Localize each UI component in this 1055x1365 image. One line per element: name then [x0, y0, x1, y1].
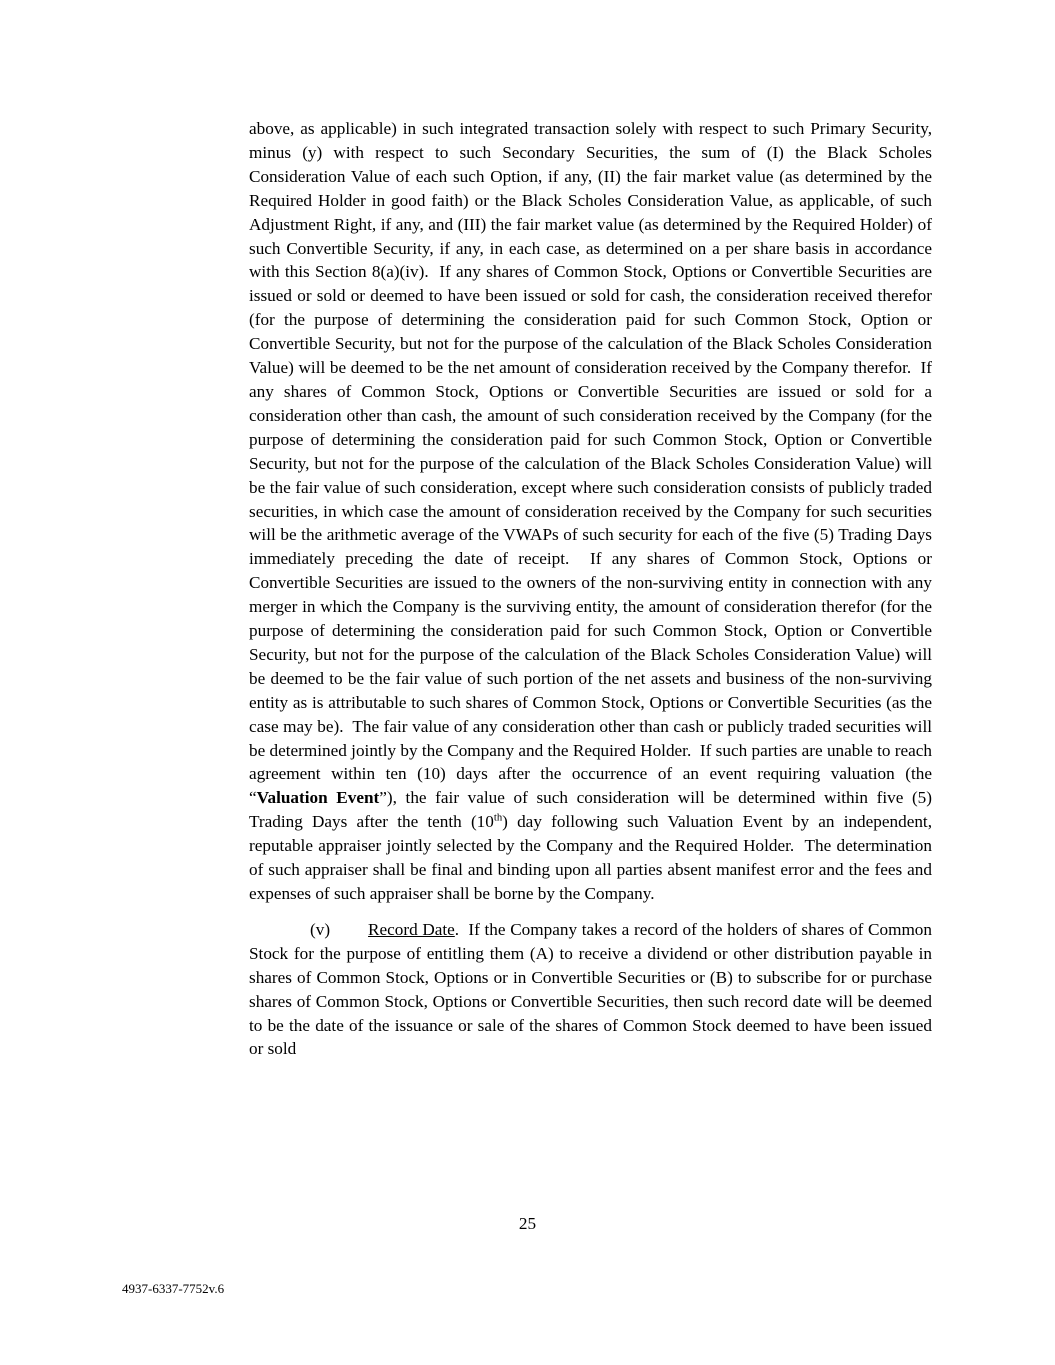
document-id-footer: 4937-6337-7752v.6	[122, 1281, 225, 1296]
text-run: ) day following such Valuation Event by an independent, reputable appraiser jointly selected by the Company and the Required Holder. The determination of such appraiser shall be final and binding upon all parties absent manifest error and the fees and expenses of such appraiser shall be borne by the Company.	[249, 812, 937, 903]
paragraph	[249, 918, 937, 1061]
document-body	[249, 117, 937, 1061]
text-run-bold: Valuation Event	[256, 788, 380, 808]
text-run: above, as applicable) in such integrated transaction solely with respect to such Primary Security, minus (y) with respect to such Secondary Securities, the sum of (I) the Black Scholes Consideration Value of each such Option, if any, (II) the fair market value (as determined by the Required Holder in good faith) or the Black Scholes Consideration Value, as applicable, of such Adjustment Right, if any, and (III) the fair market value (as determined by the Required Holder) of such Convertible Security, if any, in each case, as determined on a per share basis in accordance with this Section 8(a)(iv). If any shares of Common Stock, Options or Convertible Securities are issued or sold or deemed to have been issued or sold for cash, the consideration received therefor (for the purpose of determining the consideration paid for such Common Stock, Option or Convertible Security, but not for the purpose of the calculation of the Black Scholes Consideration Value) will be deemed to be the net amount of consideration received by the Company therefor. If any shares of Common Stock, Options or Convertible Securities are issued or sold for a consideration other than cash, the amount of such consideration received by the Company (for the purpose of determining the consideration paid for such Common Stock, Option or Convertible Security, but not for the purpose of the calculation of the Black Scholes Consideration Value) will be the fair value of such consideration, except where such consideration consists of publicly traded securities, in which case the amount of consideration received by the Company for such securities will be the arithmetic average of the VWAPs of such security for each of the five (5) Trading Days immediately preceding the date of receipt. If any shares of Common Stock, Options or Convertible Securities are issued to the owners of the non-surviving entity in connection with any merger in which the Company is the surviving entity, the amount of consideration therefor (for the purpose of determining the consideration paid for such Common Stock, Option or Convertible Security, but not for the purpose of the calculation of the Black Scholes Consideration Value) will be deemed to be the fair value of such portion of the net assets and business of the non-surviving entity as is attributable to such shares of Common Stock, Options or Convertible Securities (as the case may be). The fair value of any consideration other than cash or publicly traded securities will be determined jointly by the Company and the Required Holder. If such parties are unable to reach agreement within ten (10) days after the occurrence of an event requiring valuation (the “	[249, 119, 937, 808]
text-run-sup: th	[493, 812, 503, 824]
text-run: ”), the fair value of such consideration will be determined within five (5) Trading Days after the tenth (10	[249, 788, 937, 832]
text-run: . If the Company takes a record of the holders of shares of Common Stock for the purpose of entitling them (A) to receive a dividend or other distribution payable in shares of Common Stock, Options or in Convertible Securities or (B) to subscribe for or purchase shares of Common Stock, Options or Convertible Securities, then such record date will be deemed to be the date of the issuance or sale of the shares of Common Stock deemed to have been issued or sold	[249, 919, 937, 1059]
paragraph	[249, 117, 937, 906]
text-run: (v)	[310, 919, 331, 939]
page-number: 25	[518, 1214, 537, 1233]
text-run-underline: Record Date	[368, 919, 455, 939]
